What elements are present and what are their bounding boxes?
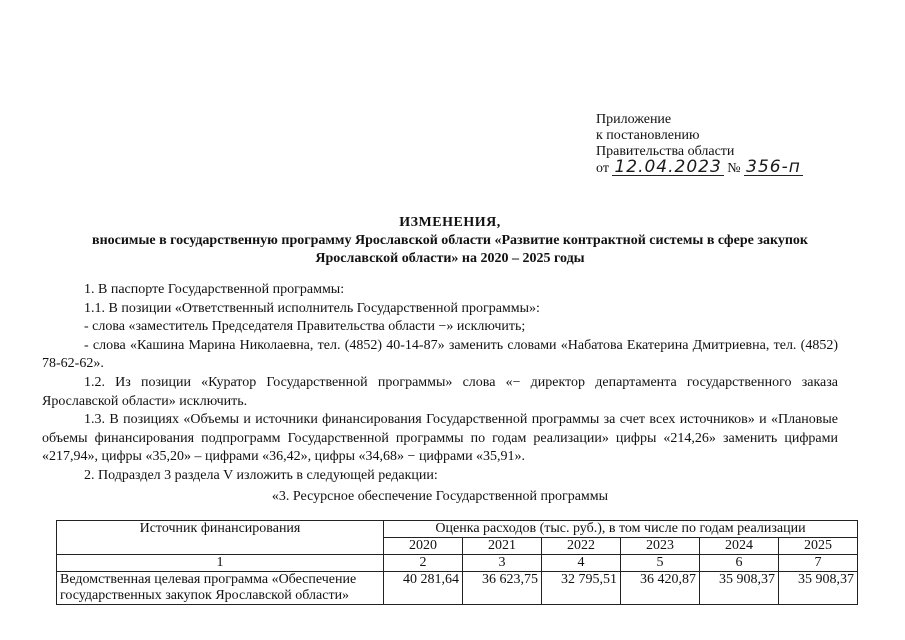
column-number: 5	[621, 555, 700, 572]
resources-table	[56, 520, 858, 605]
document-body	[42, 281, 838, 486]
document-title	[40, 214, 860, 268]
paragraph: 2. Подраздел 3 раздела V изложить в следующей редакции:	[84, 467, 438, 483]
paragraph: - слова «Кашина Марина Николаевна, тел. (4852) 40-14-87» заменить словами «Набатова Екатерина Дмитриевна, тел. (4852) 78-62-62».	[42, 337, 838, 372]
row-label: Ведомственная целевая программа «Обеспечение государственных закупок Ярославской области»	[57, 572, 384, 605]
column-number: 7	[779, 555, 858, 572]
table-column-numbers-row	[57, 555, 858, 572]
year-cell: 2024	[700, 538, 779, 555]
header-source: Источник финансирования	[57, 521, 384, 555]
title-subtitle-2: Ярославской области» на 2020 – 2025 годы	[315, 251, 585, 266]
value-cell: 36 623,75	[463, 572, 542, 605]
title-main: ИЗМЕНЕНИЯ,	[399, 215, 501, 230]
header-estimate: Оценка расходов (тыс. руб.), в том числе по годам реализации	[384, 521, 858, 538]
value-cell: 35 908,37	[779, 572, 858, 605]
appendix-line-2: к постановлению	[596, 128, 700, 143]
column-number: 2	[384, 555, 463, 572]
from-label: от	[596, 161, 609, 176]
value-cell: 40 281,64	[384, 572, 463, 605]
column-number: 6	[700, 555, 779, 572]
number-label: №	[727, 161, 741, 176]
paragraph: - слова «заместитель Председателя Правительства области −» исключить;	[84, 319, 526, 335]
appendix-line-3: Правительства области	[596, 144, 735, 159]
value-cell: 32 795,51	[542, 572, 621, 605]
title-subtitle-1: вносимые в государственную программу Ярославской области «Развитие контрактной системы в сфере закупок	[92, 233, 808, 248]
column-number: 4	[542, 555, 621, 572]
year-cell: 2025	[779, 538, 858, 555]
column-number: 3	[463, 555, 542, 572]
table-header-row	[57, 521, 858, 538]
paragraph: 1. В паспорте Государственной программы:	[84, 282, 345, 297]
year-cell: 2022	[542, 538, 621, 555]
appendix-block	[596, 112, 896, 177]
year-cell: 2023	[621, 538, 700, 555]
appendix-date-line	[596, 157, 896, 177]
year-cell: 2021	[463, 538, 542, 555]
paragraph: 1.3. В позициях «Объемы и источники финансирования Государственной программы за счет всех источников» и «Плановые объемы финансирования подпрограмм Государственной программы по годам реализации» цифры «214,26» заменить цифрами «217,94», цифры «35,20» – цифрами «36,42», цифры «34,68» − цифрами «35,91».	[42, 412, 838, 465]
handwritten-number: 356-п	[746, 157, 801, 177]
column-number: 1	[57, 555, 384, 572]
value-cell: 35 908,37	[700, 572, 779, 605]
section-title: «3. Ресурсное обеспечение Государственной программы	[271, 489, 609, 504]
appendix-line-1: Приложение	[596, 112, 672, 127]
paragraph: 1.2. Из позиции «Куратор Государственной программы» слова «− директор департамента государственного заказа Ярославской области» исключить.	[42, 374, 838, 409]
table-row	[57, 572, 858, 605]
value-cell: 36 420,87	[621, 572, 700, 605]
year-cell: 2020	[384, 538, 463, 555]
paragraph: 1.1. В позиции «Ответственный исполнитель Государственной программы»:	[84, 300, 540, 316]
handwritten-date: 12.04.2023	[614, 157, 722, 177]
